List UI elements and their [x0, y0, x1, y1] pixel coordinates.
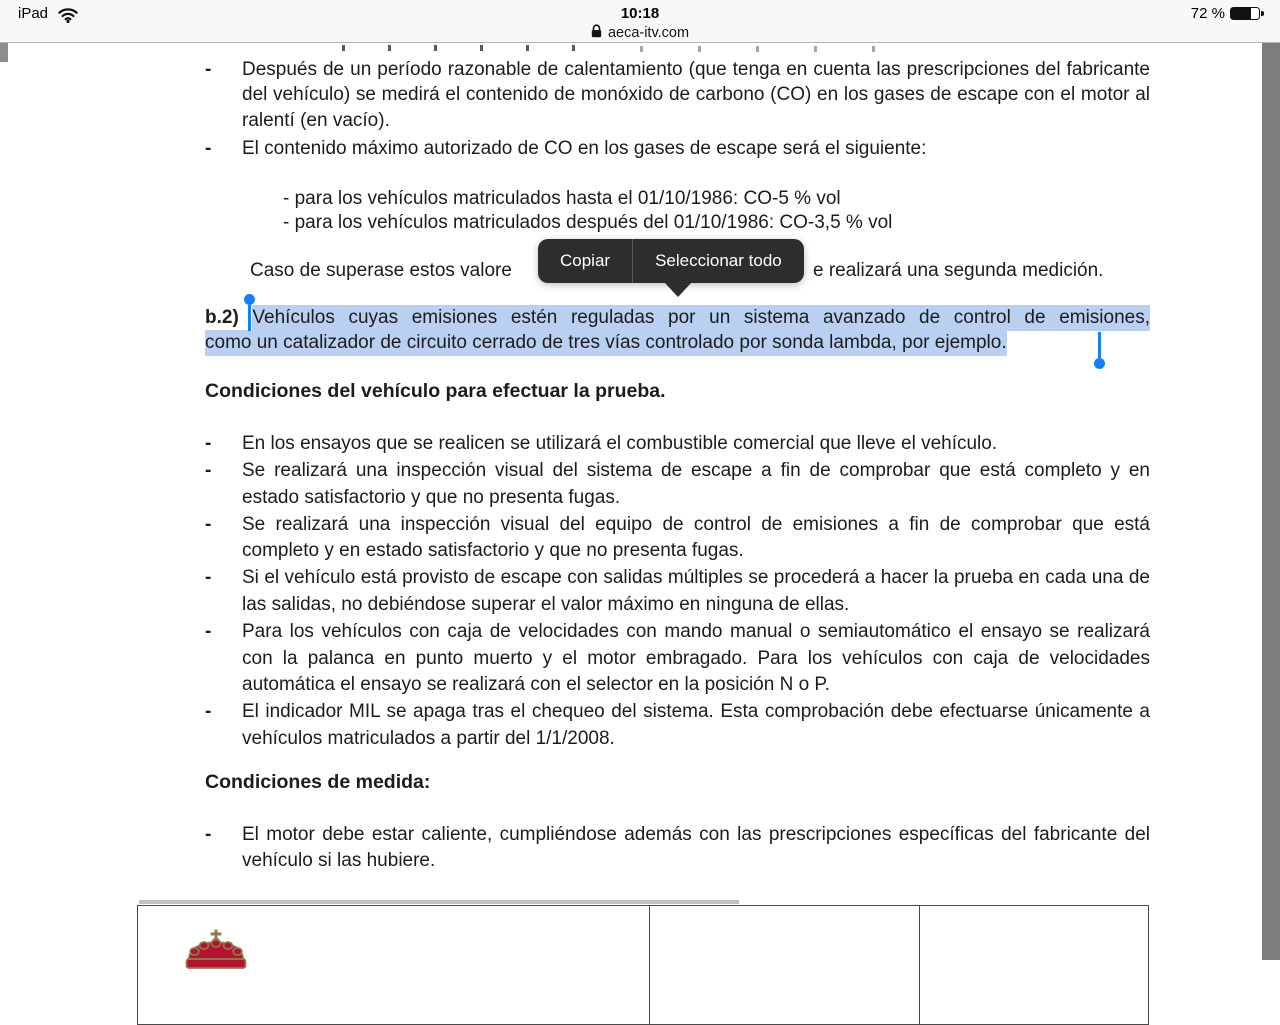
selection-start-handle[interactable]	[244, 294, 255, 305]
bullet-dash: -	[205, 824, 212, 845]
bullet-dash: -	[205, 701, 212, 723]
conditions-list	[205, 431, 1150, 753]
battery-percent-label: 72 %	[1190, 5, 1225, 22]
paragraph-b2	[205, 306, 1150, 355]
battery-nub	[1261, 11, 1264, 16]
paragraph-text: Después de un período razonable de calentamiento (que tenga en cuenta las prescripciones del fabricante del vehículo) se medirá el contenido de monóxido de carbono (CO) en los gases de escape con el motor al ralentí (en vacío).	[242, 59, 1150, 131]
paragraph-co-max	[205, 136, 1150, 162]
co-limit-1986-before: - para los vehículos matriculados hasta el 01/10/1986: CO-5 % vol	[283, 188, 841, 209]
paragraph-text: El contenido máximo autorizado de CO en los gases de escape será el siguiente:	[242, 138, 927, 159]
list-item-text: Se realizará una inspección visual del sistema de escape a fin de comprobar que está completo y en estado satisfactorio y que no presenta fugas.	[242, 460, 1150, 508]
list-item-text: El indicador MIL se apaga tras el chequeo del sistema. Esta comprobación debe efectuarse únicamente a vehículos matriculados a partir del 1/1/2008.	[242, 701, 1150, 750]
list-item-text: Se realizará una inspección visual del equipo de control de emisiones a fin de comprobar que está completo y en estado satisfactorio y que no presenta fugas.	[242, 513, 1150, 562]
measure-conditions-item	[205, 822, 1150, 874]
clipped-text-remnant	[640, 46, 902, 52]
bullet-dash: -	[205, 138, 212, 159]
footer-table-cell-right	[919, 906, 1148, 1024]
clipped-text-remnant	[342, 45, 580, 51]
table-top-shadow	[139, 900, 739, 904]
battery-indicator	[1191, 5, 1264, 22]
bullet-dash: -	[205, 621, 212, 643]
text-selection-menu	[538, 239, 804, 283]
copy-menu-item[interactable]: Copiar	[560, 251, 611, 270]
list-item-text: Para los vehículos con caja de velocidades con mando manual o semiautomático el ensayo se realizará con la palanca en punto muerto y el motor embragado. Para los vehículos con caja de velocidades automática el ensayo se realizará con el selector en la posición N o P.	[242, 621, 1150, 696]
page-gutter-right	[1262, 43, 1280, 960]
bullet-dash: -	[205, 513, 212, 535]
list-item-text: El motor debe estar caliente, cumpliéndose además con las prescripciones específicas del fabricante del vehículo si las hubiere.	[242, 824, 1150, 871]
selection-start-caret[interactable]	[248, 305, 251, 331]
footer-table	[137, 905, 1149, 1025]
selected-text-line1[interactable]: Vehículos cuyas emisiones estén reguladas por un sistema avanzado de control de emisiones,	[252, 305, 1150, 331]
url-domain[interactable]: aeca-itv.com	[607, 25, 690, 41]
list-item-text: En los ensayos que se realicen se utilizará el combustible comercial que lleve el vehículo.	[242, 433, 998, 454]
list-item	[205, 699, 1150, 752]
url-bar[interactable]	[0, 23, 1280, 43]
heading-vehicle-conditions: Condiciones del vehículo para efectuar la prueba.	[205, 380, 666, 402]
safari-toolbar	[0, 0, 1280, 43]
caso-line-right-fragment: e realizará una segunda medición.	[813, 260, 1104, 281]
list-item-text: Si el vehículo está provisto de escape con salidas múltiples se procederá a hacer la prueba en cada una de las salidas, no debiéndose superar el valor máximo en ninguna de ellas.	[242, 567, 1150, 616]
list-item	[205, 512, 1150, 565]
page-gutter-left	[0, 43, 8, 62]
footer-table-cell-middle	[649, 906, 919, 1024]
royal-crown-icon	[183, 929, 249, 976]
lock-icon	[591, 24, 602, 42]
selection-end-handle[interactable]	[1094, 358, 1105, 369]
paragraph-warmup	[205, 57, 1150, 133]
caso-line-left-fragment: Caso de superase estos valore	[250, 260, 512, 281]
bullet-dash: -	[205, 460, 212, 482]
footer-table-cell-emblem	[138, 906, 649, 1024]
carrier-label: iPad	[18, 5, 49, 22]
selected-text-line2[interactable]: como un catalizador de circuito cerrado de tres vías controlado por sonda lambda, por ejemplo.	[205, 330, 1007, 356]
select-all-menu-item[interactable]: Seleccionar todo	[655, 251, 782, 270]
menu-pointer-arrow	[664, 282, 692, 297]
list-item	[205, 458, 1150, 511]
co-limit-1986-after: - para los vehículos matriculados después del 01/10/1986: CO-3,5 % vol	[283, 212, 893, 233]
co-limit-lines	[283, 187, 892, 235]
bullet-dash: -	[205, 59, 212, 80]
heading-measure-conditions: Condiciones de medida:	[205, 771, 431, 793]
list-item	[205, 565, 1150, 618]
clock: 10:18	[620, 5, 660, 22]
battery-icon	[1230, 7, 1260, 20]
list-item	[205, 619, 1150, 699]
bullet-dash: -	[205, 567, 212, 589]
b2-label: b.2)	[205, 307, 239, 328]
bullet-dash: -	[205, 433, 212, 454]
selection-end-caret[interactable]	[1098, 332, 1101, 358]
list-item	[205, 431, 1150, 458]
